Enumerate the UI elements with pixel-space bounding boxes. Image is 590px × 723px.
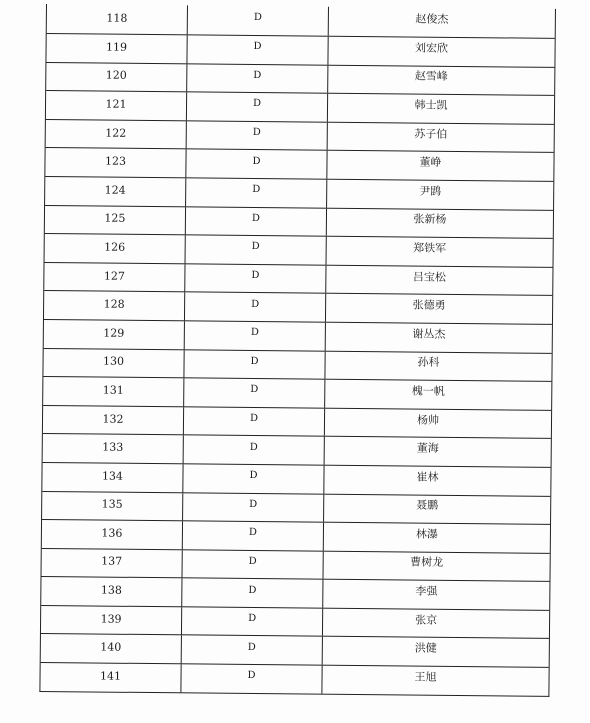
name-cell: 张京	[415, 613, 438, 627]
table-row	[41, 576, 549, 609]
grade-cell: D	[183, 550, 324, 579]
row-number: 135	[42, 491, 183, 520]
grade-cell: D	[184, 407, 325, 436]
name-cell: 吕宝松	[412, 270, 446, 284]
row-number: 121	[46, 91, 187, 120]
grade-cell: D	[182, 636, 323, 665]
name-cell: 韩士凯	[414, 98, 448, 112]
name-cell: 董峥	[419, 155, 442, 169]
grade-cell: D	[184, 378, 325, 407]
grade-cell: D	[186, 207, 327, 236]
grade-cell: D	[183, 493, 324, 522]
table-row	[42, 462, 550, 495]
table-row	[44, 290, 552, 323]
name-cell: 槐一帆	[411, 384, 445, 398]
table-row	[43, 348, 551, 381]
name-cell: 张德勇	[412, 298, 446, 312]
row-number: 137	[42, 549, 183, 578]
row-number: 131	[43, 377, 184, 406]
grade-cell: D	[184, 350, 325, 379]
row-number: 140	[41, 634, 182, 663]
grade-cell: D	[183, 521, 324, 550]
table-row	[44, 319, 552, 352]
name-cell: 刘宏欣	[415, 41, 449, 55]
grade-cell: D	[188, 5, 329, 35]
grade-cell: D	[186, 236, 327, 265]
grade-cell: D	[185, 293, 326, 322]
table-row	[41, 605, 549, 638]
row-number: 129	[44, 320, 185, 349]
row-number: 133	[43, 434, 184, 463]
name-cell: 李强	[415, 584, 438, 598]
name-cell: 张新杨	[413, 212, 447, 227]
name-cell: 赵雪峰	[414, 69, 448, 84]
name-cell: 赵俊杰	[415, 12, 449, 26]
grade-cell: D	[185, 321, 326, 350]
name-cell: 董海	[416, 441, 439, 455]
row-number: 134	[42, 463, 183, 492]
row-number: 125	[45, 206, 186, 235]
table-row	[46, 119, 554, 152]
grade-cell: D	[187, 35, 328, 64]
table-row	[46, 33, 554, 66]
name-cell: 曹树龙	[410, 556, 444, 570]
row-number: 118	[47, 4, 188, 34]
row-number: 141	[40, 663, 181, 692]
grade-cell: D	[187, 64, 328, 93]
row-number: 123	[45, 148, 186, 177]
table-row	[41, 633, 549, 666]
grade-cell: D	[182, 607, 323, 636]
table-row	[42, 490, 550, 523]
roster-table	[39, 4, 556, 697]
table-row	[46, 62, 554, 95]
name-cell: 林瀑	[415, 527, 438, 541]
row-number: 128	[44, 291, 185, 320]
table-row	[46, 90, 554, 123]
name-cell: 聂鹏	[416, 498, 439, 513]
table-row	[45, 205, 553, 238]
name-cell: 杨帅	[416, 413, 440, 427]
row-number: 136	[42, 520, 183, 549]
grade-cell: D	[181, 664, 322, 693]
row-number: 130	[43, 349, 184, 378]
name-cell: 苏子伯	[414, 127, 448, 141]
name-cell: 王旭	[414, 670, 437, 684]
grade-cell: D	[184, 436, 325, 465]
row-number: 139	[41, 606, 182, 635]
grade-cell: D	[186, 178, 327, 207]
row-number: 126	[45, 234, 186, 263]
name-cell: 尹鹍	[419, 184, 442, 198]
table-row	[44, 262, 552, 295]
table-row	[43, 433, 551, 466]
table-row	[47, 4, 555, 38]
row-number: 138	[41, 577, 182, 606]
grade-cell: D	[186, 150, 327, 179]
row-number: 132	[43, 406, 184, 435]
name-cell: 郑铁军	[413, 241, 447, 255]
row-number: 120	[46, 63, 187, 92]
grade-cell: D	[182, 579, 323, 608]
table-row	[42, 519, 550, 552]
grade-cell: D	[185, 264, 326, 293]
row-number: 122	[46, 120, 187, 149]
table-row	[42, 548, 550, 581]
grade-cell: D	[183, 464, 324, 493]
row-number: 119	[46, 34, 187, 63]
table-row	[40, 662, 548, 695]
table-row	[45, 233, 553, 266]
name-cell: 崔林	[416, 470, 439, 484]
table-row	[43, 376, 551, 409]
row-number: 127	[44, 263, 185, 292]
table-row	[43, 405, 551, 438]
grade-cell: D	[187, 93, 328, 122]
row-number: 124	[45, 177, 186, 206]
table-row	[45, 176, 553, 209]
grade-cell: D	[187, 121, 328, 150]
name-cell: 孙科	[417, 355, 440, 370]
table-row	[45, 147, 553, 180]
name-cell: 洪健	[414, 641, 437, 656]
name-cell: 谢丛杰	[412, 327, 446, 341]
